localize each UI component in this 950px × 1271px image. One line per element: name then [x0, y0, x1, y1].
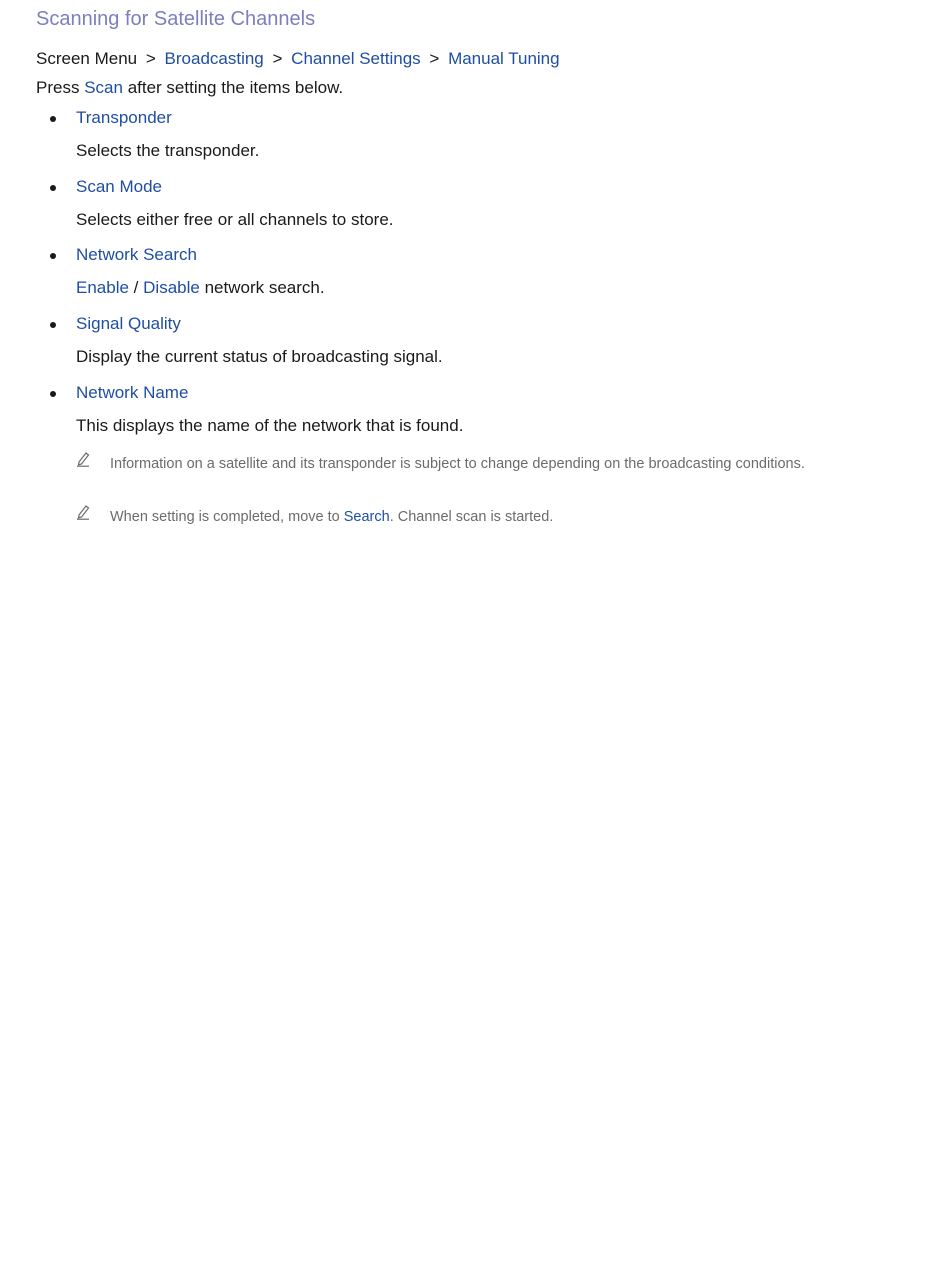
item-description: Selects the transponder.: [76, 141, 260, 160]
note-prefix: When setting is completed, move to: [110, 509, 340, 525]
scan-keyword: Scan: [84, 78, 123, 97]
breadcrumb-separator: >: [145, 49, 156, 68]
pencil-icon: [76, 451, 90, 467]
bullet-icon: [50, 253, 56, 259]
breadcrumb-channel-settings[interactable]: Channel Settings: [291, 49, 421, 68]
description-text: network search.: [204, 278, 325, 297]
item-label: Network Search: [76, 245, 197, 264]
bullet-icon: [50, 322, 56, 328]
bullet-icon: [50, 391, 56, 397]
breadcrumb-separator: >: [429, 49, 440, 68]
item-label: Network Name: [76, 383, 189, 402]
item-description: Selects either free or all channels to store.: [76, 210, 394, 229]
breadcrumb-broadcasting[interactable]: Broadcasting: [164, 49, 264, 68]
slash-separator: /: [133, 278, 139, 297]
item-label: Signal Quality: [76, 314, 181, 333]
breadcrumb-root: Screen Menu: [36, 49, 138, 68]
item-description: Display the current status of broadcasting signal.: [76, 347, 443, 366]
item-description: This displays the name of the network that is found.: [76, 416, 464, 435]
note-text: [110, 507, 830, 527]
intro-prefix: Press: [36, 78, 80, 97]
search-keyword: Search: [343, 509, 390, 525]
item-label: Transponder: [76, 108, 172, 127]
note-text: Information on a satellite and its transponder is subject to change depending on the broadcasting conditions.: [110, 456, 805, 472]
item-description: [76, 278, 325, 298]
disable-keyword: Disable: [143, 278, 200, 297]
bullet-icon: [50, 185, 56, 191]
breadcrumb-separator: >: [272, 49, 283, 68]
item-label: Scan Mode: [76, 177, 162, 196]
breadcrumb-manual-tuning[interactable]: Manual Tuning: [448, 49, 560, 68]
page-title: Scanning for Satellite Channels: [36, 8, 316, 30]
note-suffix: . Channel scan is started.: [389, 509, 554, 525]
enable-keyword: Enable: [76, 278, 129, 297]
pencil-icon: [76, 504, 90, 520]
breadcrumb: [36, 49, 560, 69]
intro-suffix: after setting the items below.: [127, 78, 344, 97]
intro-text: [36, 78, 343, 98]
bullet-icon: [50, 116, 56, 122]
